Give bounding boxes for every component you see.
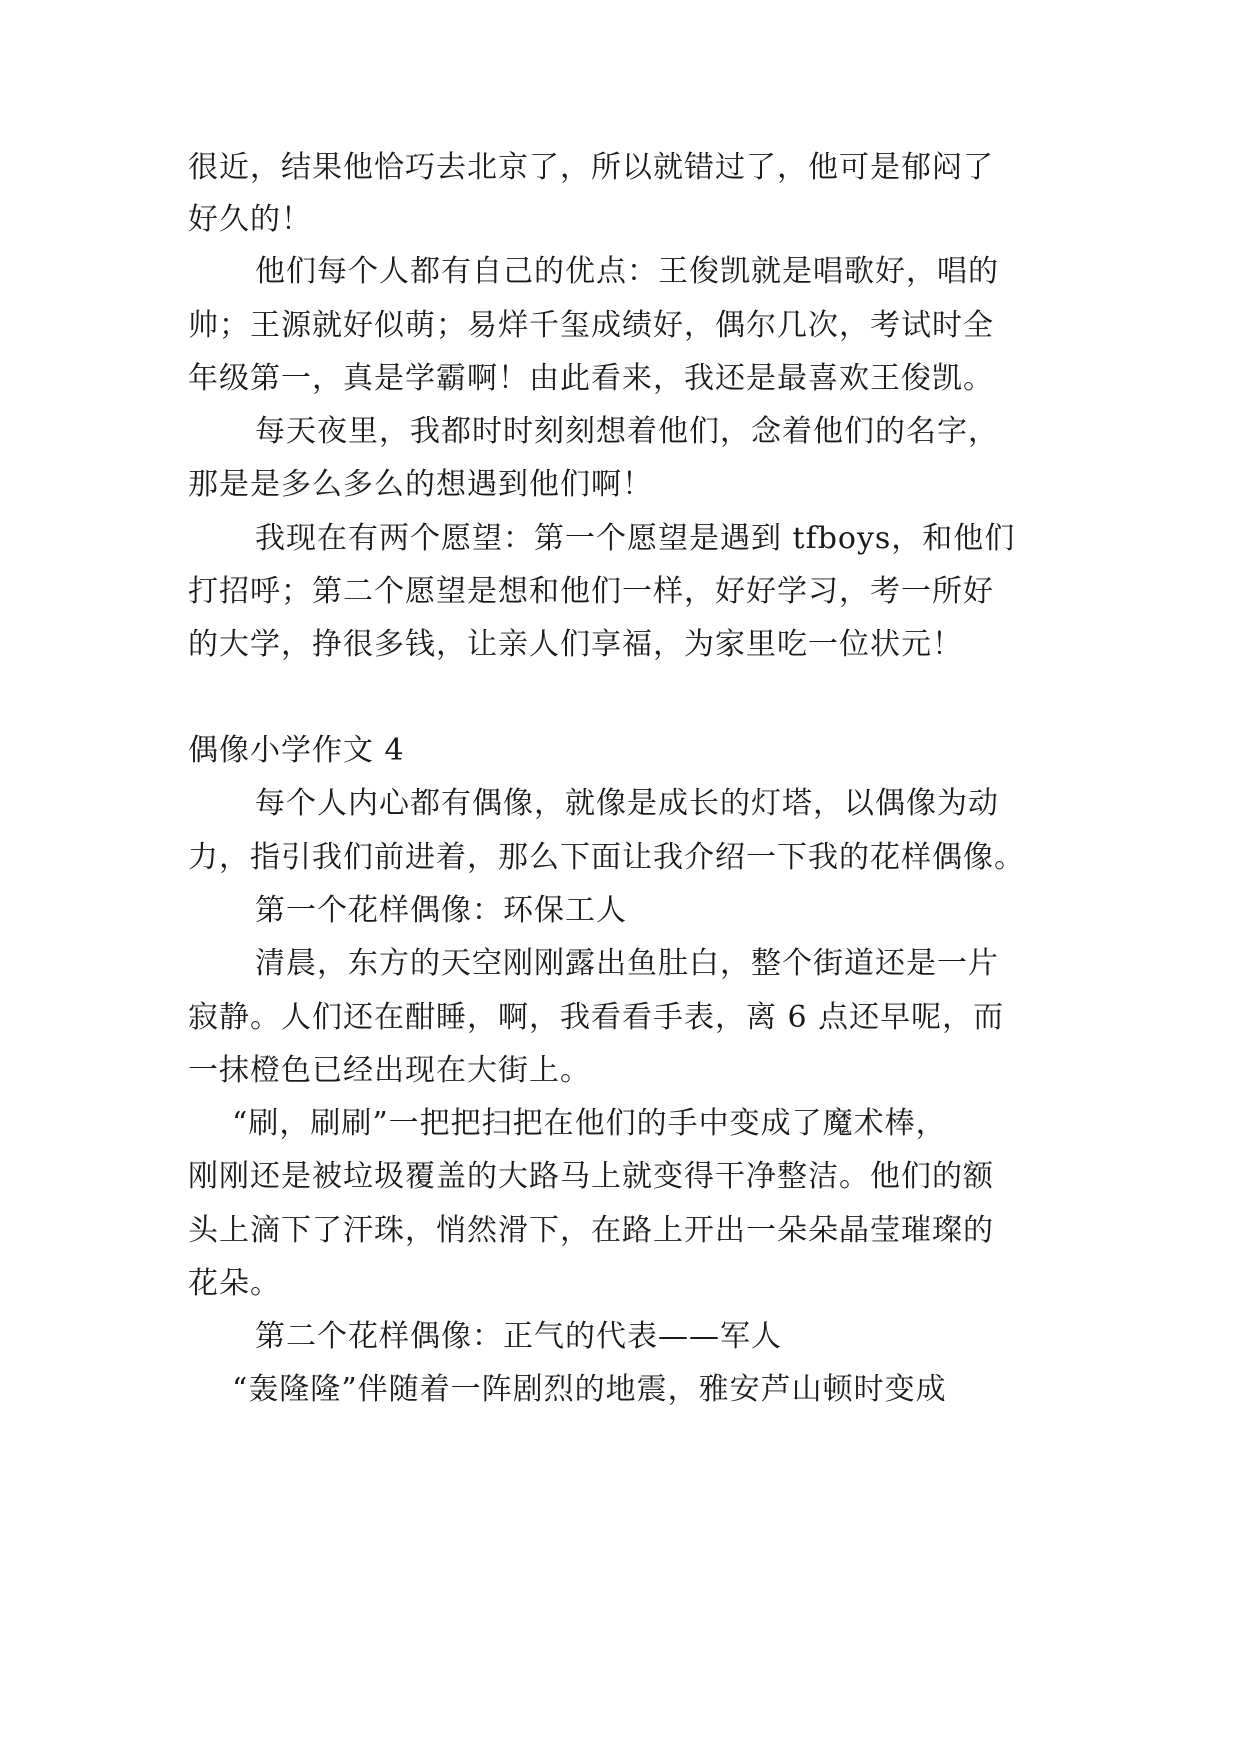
paragraph-start: “轰隆隆”伴随着一阵剧烈的地震，雅安芦山顿时变成 (232, 1372, 947, 1407)
paragraph-start: 每天夜里，我都时时刻刻想着他们，念着他们的名字， (255, 414, 999, 449)
paragraph-start: 我现在有两个愿望：第一个愿望是遇到 tfboys，和他们 (255, 521, 1016, 556)
text-line: 刚刚还是被垃圾覆盖的大路马上就变得干净整洁。他们的额 (188, 1159, 994, 1194)
text-line: 一抹橙色已经出现在大街上。 (188, 1053, 591, 1088)
section-heading: 偶像小学作文 4 (188, 733, 405, 768)
text-line: 打招呼；第二个愿望是想和他们一样，好好学习，考一所好 (188, 574, 994, 609)
text-line: 力，指引我们前进着，那么下面让我介绍一下我的花样偶像。 (188, 840, 1025, 875)
text-line: 花朵。 (188, 1266, 281, 1301)
text-line: 寂静。人们还在酣睡，啊，我看看手表，离 6 点还早呢，而 (188, 1000, 1005, 1035)
subheading: 第一个花样偶像：环保工人 (255, 893, 627, 928)
text-line: 帅；王源就好似萌；易烊千玺成绩好，偶尔几次，考试时全 (188, 308, 994, 343)
text-line: 年级第一，真是学霸啊！由此看来，我还是最喜欢王俊凯。 (188, 361, 994, 396)
text-line: 很近，结果他恰巧去北京了，所以就错过了，他可是郁闷了 (188, 150, 994, 185)
text-line: 那是是多么多么的想遇到他们啊！ (188, 467, 653, 502)
paragraph-start: 每个人内心都有偶像，就像是成长的灯塔，以偶像为动 (255, 786, 999, 821)
text-line: 头上滴下了汗珠，悄然滑下，在路上开出一朵朵晶莹璀璨的 (188, 1213, 994, 1248)
text-line: 的大学，挣很多钱，让亲人们享福，为家里吃一位状元！ (188, 627, 963, 662)
paragraph-start: “刷，刷刷”一把把扫把在他们的手中变成了魔术棒， (232, 1106, 947, 1141)
text-line: 好久的！ (188, 202, 312, 237)
paragraph-start: 他们每个人都有自己的优点：王俊凯就是唱歌好，唱的 (255, 254, 999, 289)
subheading: 第二个花样偶像：正气的代表——军人 (255, 1319, 782, 1354)
paragraph-start: 清晨，东方的天空刚刚露出鱼肚白，整个街道还是一片 (255, 946, 999, 981)
